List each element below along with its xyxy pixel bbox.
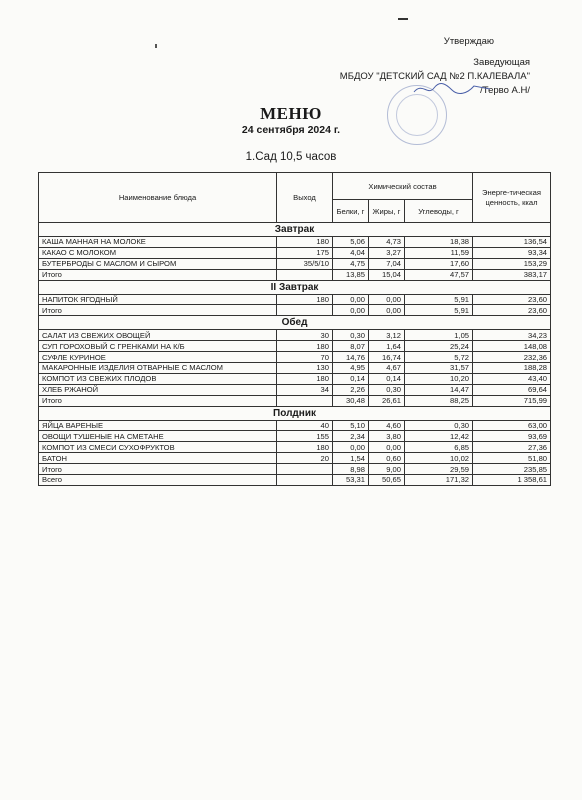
table-row (39, 384, 551, 395)
proteins-cell: 0,00 (333, 294, 369, 305)
proteins-cell: 5,10 (333, 420, 369, 431)
header-fats: Жиры, г (369, 200, 405, 223)
fats-cell: 16,74 (369, 352, 405, 363)
section-title: Завтрак (39, 223, 551, 237)
energy-cell: 69,64 (473, 384, 551, 395)
table-row (39, 247, 551, 258)
energy-cell: 188,28 (473, 363, 551, 374)
scan-mark (398, 18, 408, 20)
carbs-cell: 17,60 (405, 258, 473, 269)
energy-cell: 34,23 (473, 330, 551, 341)
fats-cell: 26,61 (369, 395, 405, 406)
proteins-cell: 1,54 (333, 453, 369, 464)
menu-date: 24 сентября 2024 г. (241, 124, 341, 136)
section-total-row (39, 395, 551, 406)
dish-output-cell (277, 475, 333, 486)
energy-cell: 232,36 (473, 352, 551, 363)
section-total-row (39, 305, 551, 316)
carbs-cell: 11,59 (405, 247, 473, 258)
energy-cell: 1 358,61 (473, 475, 551, 486)
dish-name-cell: БАТОН (39, 453, 277, 464)
carbs-cell: 88,25 (405, 395, 473, 406)
page-title: МЕНЮ (260, 104, 322, 123)
fats-cell: 3,27 (369, 247, 405, 258)
energy-cell: 23,60 (473, 305, 551, 316)
table-row (39, 420, 551, 431)
fats-cell: 0,00 (369, 442, 405, 453)
table-row (39, 294, 551, 305)
energy-cell: 63,00 (473, 420, 551, 431)
carbs-cell: 5,72 (405, 352, 473, 363)
dish-name-cell: Итого (39, 395, 277, 406)
dish-output-cell (277, 269, 333, 280)
fats-cell: 0,00 (369, 294, 405, 305)
fats-cell: 3,80 (369, 431, 405, 442)
carbs-cell: 0,30 (405, 420, 473, 431)
proteins-cell: 5,06 (333, 237, 369, 248)
fats-cell: 9,00 (369, 464, 405, 475)
proteins-cell: 8,07 (333, 341, 369, 352)
section-title: Полдник (39, 406, 551, 420)
energy-cell: 136,54 (473, 237, 551, 248)
section-header (39, 223, 551, 237)
header-output: Выход (277, 173, 333, 223)
table-row (39, 431, 551, 442)
dish-name-cell: Итого (39, 305, 277, 316)
table-row (39, 363, 551, 374)
dish-output-cell: 180 (277, 237, 333, 248)
table-row (39, 237, 551, 248)
dish-name-cell: КОМПОТ ИЗ СМЕСИ СУХОФРУКТОВ (39, 442, 277, 453)
menu-subtitle: 1.Сад 10,5 часов (245, 151, 337, 163)
dish-name-cell: МАКАРОННЫЕ ИЗДЕЛИЯ ОТВАРНЫЕ С МАСЛОМ (39, 363, 277, 374)
proteins-cell: 13,85 (333, 269, 369, 280)
dish-output-cell: 180 (277, 373, 333, 384)
carbs-cell: 5,91 (405, 305, 473, 316)
approve-word: Утверждаю (443, 36, 494, 47)
fats-cell: 0,14 (369, 373, 405, 384)
proteins-cell: 0,14 (333, 373, 369, 384)
proteins-cell: 0,30 (333, 330, 369, 341)
energy-cell: 93,69 (473, 431, 551, 442)
section-title: II Завтрак (39, 280, 551, 294)
energy-cell: 51,80 (473, 453, 551, 464)
proteins-cell: 53,31 (333, 475, 369, 486)
dish-name-cell: НАПИТОК ЯГОДНЫЙ (39, 294, 277, 305)
dish-name-cell: ХЛЕБ РЖАНОЙ (39, 384, 277, 395)
signature (412, 80, 492, 98)
section-header (39, 316, 551, 330)
energy-cell: 27,36 (473, 442, 551, 453)
fats-cell: 15,04 (369, 269, 405, 280)
carbs-cell: 10,20 (405, 373, 473, 384)
fats-cell: 4,67 (369, 363, 405, 374)
dish-name-cell: БУТЕРБРОДЫ С МАСЛОМ И СЫРОМ (39, 258, 277, 269)
approver-organization: МБДОУ "ДЕТСКИЙ САД №2 П.КАЛЕВАЛА" (339, 71, 530, 82)
carbs-cell: 6,85 (405, 442, 473, 453)
header-chemical: Химический состав (333, 173, 473, 200)
proteins-cell: 0,00 (333, 442, 369, 453)
table-row (39, 352, 551, 363)
dish-name-cell: КОМПОТ ИЗ СВЕЖИХ ПЛОДОВ (39, 373, 277, 384)
section-header (39, 406, 551, 420)
approver-name: /Терво А.Н/ (480, 85, 530, 96)
proteins-cell: 2,26 (333, 384, 369, 395)
dish-name-cell: Итого (39, 269, 277, 280)
dish-name-cell: СУП ГОРОХОВЫЙ С ГРЕНКАМИ НА К/Б (39, 341, 277, 352)
proteins-cell: 30,48 (333, 395, 369, 406)
fats-cell: 0,00 (369, 305, 405, 316)
table-row (39, 442, 551, 453)
proteins-cell: 4,75 (333, 258, 369, 269)
table-row (39, 258, 551, 269)
dish-output-cell: 175 (277, 247, 333, 258)
dish-output-cell: 35/5/10 (277, 258, 333, 269)
dish-name-cell: Итого (39, 464, 277, 475)
energy-cell: 43,40 (473, 373, 551, 384)
fats-cell: 50,65 (369, 475, 405, 486)
carbs-cell: 14,47 (405, 384, 473, 395)
carbs-cell: 29,59 (405, 464, 473, 475)
dish-output-cell (277, 395, 333, 406)
fats-cell: 4,73 (369, 237, 405, 248)
dish-output-cell: 20 (277, 453, 333, 464)
menu-table (38, 172, 551, 486)
proteins-cell: 8,98 (333, 464, 369, 475)
fats-cell: 3,12 (369, 330, 405, 341)
dish-output-cell: 155 (277, 431, 333, 442)
proteins-cell: 4,04 (333, 247, 369, 258)
scan-mark (155, 44, 157, 48)
fats-cell: 7,04 (369, 258, 405, 269)
dish-name-cell: САЛАТ ИЗ СВЕЖИХ ОВОЩЕЙ (39, 330, 277, 341)
fats-cell: 0,60 (369, 453, 405, 464)
carbs-cell: 12,42 (405, 431, 473, 442)
table-row (39, 341, 551, 352)
dish-output-cell (277, 464, 333, 475)
dish-output-cell: 30 (277, 330, 333, 341)
dish-output-cell: 180 (277, 442, 333, 453)
table-row (39, 330, 551, 341)
section-header (39, 280, 551, 294)
carbs-cell: 31,57 (405, 363, 473, 374)
dish-name-cell: ОВОЩИ ТУШЕНЫЕ НА СМЕТАНЕ (39, 431, 277, 442)
dish-output-cell: 40 (277, 420, 333, 431)
carbs-cell: 47,57 (405, 269, 473, 280)
grand-total-row (39, 475, 551, 486)
carbs-cell: 1,05 (405, 330, 473, 341)
energy-cell: 153,29 (473, 258, 551, 269)
dish-name-cell: КАКАО С МОЛОКОМ (39, 247, 277, 258)
section-total-row (39, 464, 551, 475)
fats-cell: 1,64 (369, 341, 405, 352)
approver-position: Заведующая (473, 57, 530, 68)
energy-cell: 235,85 (473, 464, 551, 475)
dish-output-cell: 130 (277, 363, 333, 374)
energy-cell: 148,08 (473, 341, 551, 352)
proteins-cell: 0,00 (333, 305, 369, 316)
header-proteins: Белки, г (333, 200, 369, 223)
energy-cell: 715,99 (473, 395, 551, 406)
dish-output-cell: 34 (277, 384, 333, 395)
dish-output-cell: 180 (277, 341, 333, 352)
header-name: Наименование блюда (39, 173, 277, 223)
header-carbs: Углеводы, г (405, 200, 473, 223)
carbs-cell: 18,38 (405, 237, 473, 248)
energy-cell: 93,34 (473, 247, 551, 258)
dish-output-cell (277, 305, 333, 316)
carbs-cell: 171,32 (405, 475, 473, 486)
carbs-cell: 25,24 (405, 341, 473, 352)
dish-name-cell: ЯЙЦА ВАРЕНЫЕ (39, 420, 277, 431)
proteins-cell: 2,34 (333, 431, 369, 442)
proteins-cell: 14,76 (333, 352, 369, 363)
carbs-cell: 5,91 (405, 294, 473, 305)
fats-cell: 4,60 (369, 420, 405, 431)
dish-name-cell: СУФЛЕ КУРИНОЕ (39, 352, 277, 363)
table-row (39, 453, 551, 464)
dish-name-cell: КАША МАННАЯ НА МОЛОКЕ (39, 237, 277, 248)
fats-cell: 0,30 (369, 384, 405, 395)
section-title: Обед (39, 316, 551, 330)
dish-name-cell: Всего (39, 475, 277, 486)
energy-cell: 383,17 (473, 269, 551, 280)
dish-output-cell: 180 (277, 294, 333, 305)
dish-output-cell: 70 (277, 352, 333, 363)
header-energy: Энерге-тическая ценность, ккал (473, 173, 551, 223)
carbs-cell: 10,02 (405, 453, 473, 464)
section-total-row (39, 269, 551, 280)
table-row (39, 373, 551, 384)
energy-cell: 23,60 (473, 294, 551, 305)
proteins-cell: 4,95 (333, 363, 369, 374)
